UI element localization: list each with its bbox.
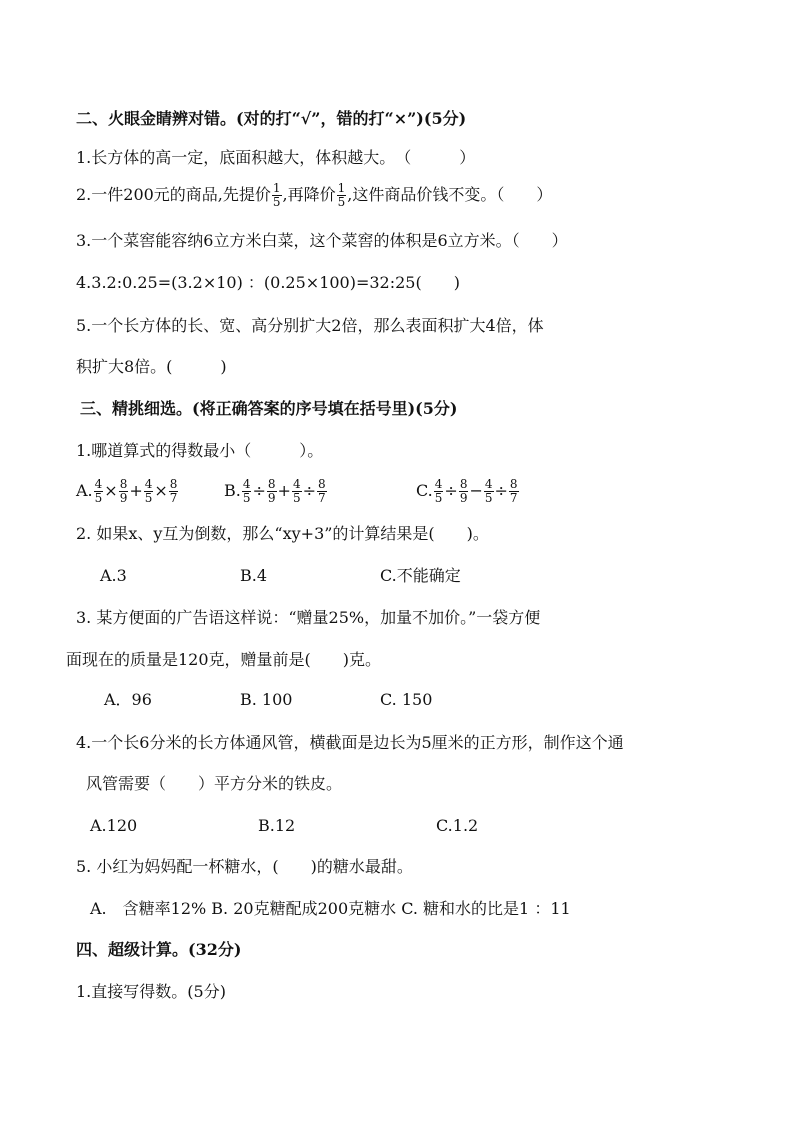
operator: ÷ (302, 481, 316, 500)
sec2-question-1: 1.长方体的高一定，底面积越大，体积越大。 （ ） (76, 148, 476, 167)
fraction: $\frac{4}{5}$ (484, 477, 493, 505)
fraction: $\frac{1}{5}$ (272, 181, 281, 209)
section-3-heading: 三、精挑细选。(将正确答案的序号填在括号里)(5分) (80, 399, 458, 418)
sec3-question-2: 2. 如果x、y互为倒数，那么“xy+3”的计算结果是( )。 (76, 524, 489, 543)
sec3-q1-option-a (76, 478, 179, 505)
operator: × (104, 481, 118, 500)
fraction: $\frac{4}{5}$ (434, 477, 443, 505)
sec3-question-3-line2: 面现在的质量是120克，赠量前是( )克。 (66, 650, 382, 669)
operator: + (277, 481, 291, 500)
sec3-q4-option-b: B.12 (258, 816, 296, 835)
operator: − (469, 481, 483, 500)
sec3-question-5: 5. 小红为妈妈配一杯糖水，( )的糖水最甜。 (76, 857, 413, 876)
sec3-q2-option-c: C.不能确定 (380, 566, 461, 585)
operator: × (154, 481, 168, 500)
option-label: B. (224, 481, 241, 500)
fraction: $\frac{4}{5}$ (242, 477, 251, 505)
sec3-q3-option-c: C. 150 (380, 690, 433, 709)
operator: ÷ (252, 481, 266, 500)
sec4-question-1: 1.直接写得数。(5分) (76, 982, 226, 1001)
sec2-question-3: 3.一个菜窖能容纳6立方米白菜，这个菜窖的体积是6立方米。（ ） (76, 231, 568, 250)
fraction: $\frac{1}{5}$ (337, 181, 346, 209)
fraction: $\frac{8}{7}$ (317, 477, 326, 505)
sec3-q1-option-c (416, 478, 520, 505)
sec3-question-1: 1.哪道算式的得数最小（ ）。 (76, 441, 324, 460)
sec3-q3-option-b: B. 100 (240, 690, 293, 709)
fraction: $\frac{4}{5}$ (94, 477, 103, 505)
sec3-q1-option-b (224, 478, 328, 505)
sec3-q4-option-a: A.120 (90, 816, 138, 835)
option-label: C. (416, 481, 433, 500)
section-2-heading: 二、火眼金睛辨对错。(对的打“√”，错的打“×”)(5分) (76, 109, 467, 128)
sec3-question-3-line1: 3. 某方便面的广告语这样说：“赠量25%，加量不加价。”一袋方便 (76, 608, 541, 627)
fraction: $\frac{4}{5}$ (144, 477, 153, 505)
sec3-question-4-line2: 风管需要（ ）平方分米的铁皮。 (86, 774, 343, 793)
sec3-q2-option-b: B.4 (240, 566, 268, 585)
sec3-question-4-line1: 4.一个长6分米的长方体通风管，横截面是边长为5厘米的正方形，制作这个通 (76, 733, 624, 752)
sec3-q2-option-a: A.3 (100, 566, 127, 585)
sec2-question-4: 4.3.2:0.25=(3.2×10) ：(0.25×100)=32:25( ) (76, 273, 460, 292)
fraction: $\frac{8}{9}$ (267, 477, 276, 505)
fraction: $\frac{8}{7}$ (169, 477, 178, 505)
fraction: $\frac{8}{9}$ (119, 477, 128, 505)
option-label: A. (76, 481, 93, 500)
operator: ÷ (494, 481, 508, 500)
sec2-question-2: 2.一件200元的商品,先提价 $\frac{1}{5}$ ,再降价 $\frac{1}{5}$ ,这件商品价钱不变。（ ） (76, 181, 553, 209)
section-4-heading: 四、超级计算。(32分) (76, 940, 242, 959)
fraction: $\frac{4}{5}$ (292, 477, 301, 505)
sec3-q5-options: A. 含糖率12% B. 20克糖配成200克糖水 C. 糖和水的比是1 ：11 (90, 899, 571, 918)
sec3-q4-option-c: C.1.2 (436, 816, 479, 835)
operator: ÷ (444, 481, 458, 500)
sec3-q3-option-a: A．96 (104, 690, 152, 709)
fraction: $\frac{8}{7}$ (509, 477, 518, 505)
sec2-question-5-line2: 积扩大8倍。( ) (76, 357, 227, 376)
sec2-question-5-line1: 5.一个长方体的长、宽、高分别扩大2倍，那么表面积扩大4倍，体 (76, 316, 544, 335)
fraction: $\frac{8}{9}$ (459, 477, 468, 505)
operator: + (129, 481, 143, 500)
